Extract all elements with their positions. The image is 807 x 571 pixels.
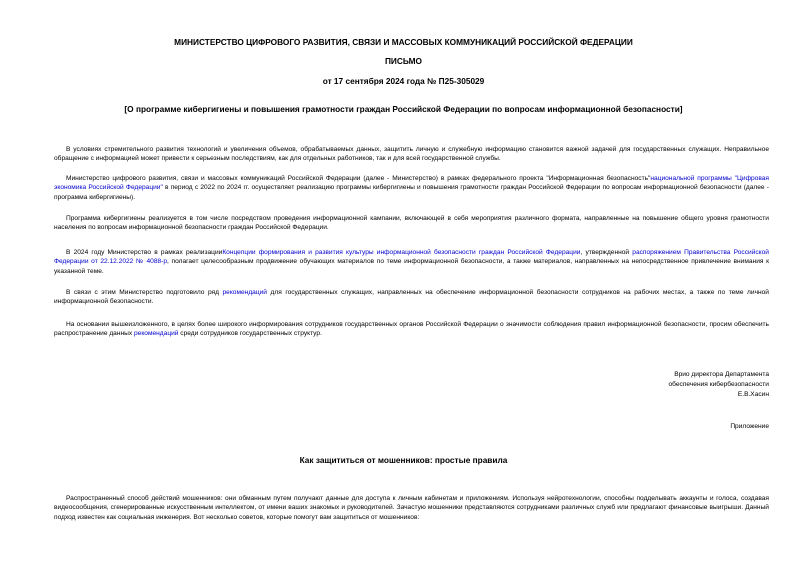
paragraph-3: Программа кибергигиены реализуется в том числе посредством проведения информационной кампании, включающей в себя мероприятия различного формата, направленные на повышение общего уровня грамотности населения по вопросам информационной безопасности граждан Российской Федерации. (54, 215, 769, 232)
paragraph-6-text-b: среди сотрудников государственных структур. (178, 330, 322, 338)
paragraph-6-text-a: На основании вышеизложенного, в целях более широкого информирования сотрудников государственных органов Российской Федерации о значимости соблюдения правил информационной безопасности, просим обеспечить распространение данных (54, 321, 769, 338)
link-national-program[interactable]: национальной программы "Цифровая экономика Российской Федерации" (54, 175, 769, 192)
paragraph-6 (54, 320, 769, 339)
document-type: ПИСЬМО (384, 56, 423, 66)
paragraph-4-text-a: В 2024 году Министерство в рамках реализации (66, 249, 223, 256)
document-date: от 17 сентября 2024 года № П25-305029 (322, 76, 485, 86)
paragraph-4-text-b: , утвержденной (580, 249, 633, 256)
paragraph-2-text-a: Министерство цифрового развития, связи и массовых коммуникаций Российской Федерации (далее - Министерство) в рамках федерального проекта "Информационная безопасность" (66, 175, 651, 182)
paragraph-4 (54, 248, 769, 276)
signature-title-2: обеспечения кибербезопасности (668, 381, 769, 389)
link-recommendations-2[interactable]: рекомендаций (134, 330, 179, 338)
paragraph-5-text-a: В связи с этим Министерство подготовило ряд (66, 289, 223, 296)
appendix-label: Приложение (730, 423, 769, 430)
ministry-name: МИНИСТЕРСТВО ЦИФРОВОГО РАЗВИТИЯ, СВЯЗИ И МАССОВЫХ КОММУНИКАЦИЙ РОССИЙСКОЙ ФЕДЕРАЦИИ (174, 37, 633, 47)
link-government-order[interactable]: распоряжением Правительства Российской Федерации от 22.12.2022 № 4088-р (54, 249, 769, 266)
document-title: [О программе кибергигиены и повышения грамотности граждан Российской Федерации по вопросам информационной безопасности] (124, 104, 683, 114)
appendix-title: Как защититься от мошенников: простые правила (299, 455, 508, 465)
paragraph-4-text-c: , полагает целесообразным продвижение обучающих материалов по теме информационной безопасности, а также материалов, направленных на непосредственное привлечение внимания к указанной теме. (54, 258, 769, 275)
link-recommendations-1[interactable]: рекомендаций (222, 289, 267, 296)
link-concept[interactable]: Концепции формирования и развития культуры информационной безопасности граждан Российской Федерации (222, 249, 581, 256)
signature-block (669, 370, 769, 401)
signature-title-1: Врио директора Департамента (674, 371, 769, 378)
signature-name: Е.В.Хасин (737, 391, 769, 399)
paragraph-2-text-b: в период с 2022 по 2024 гг. осуществляет реализацию программы кибергигиены и повышения грамотности граждан Российской Федерации по вопросам информационной безопасности (далее - программа кибергигиены). (54, 184, 769, 201)
paragraph-5-text-b: для государственных служащих, направленных на обеспечение информационной безопасности сотрудников на рабочих местах, а также по теме личной информационной безопасности. (54, 289, 769, 306)
paragraph-7: Распространенный способ действий мошенников: они обманным путем получают данные для доступа к личным кабинетам и приложениям. Используя нейротехнологии, способны подделывать аккаунты и голоса, создавая видеосообщения, сгенерированные искусственным интеллектом, от имени ваших знакомых и руководителей. Зачастую мошенники представляются сотрудниками различных служб или предлагают финансовые выигрыши. Данный подход известен как социальная инженерия. Вот несколько советов, которые помогут вам защититься от мошенников: (54, 495, 769, 521)
paragraph-5 (54, 288, 769, 307)
paragraph-2 (54, 174, 769, 202)
paragraph-1: В условиях стремительного развития технологий и увеличения объемов, обрабатываемых данных, защитить личную и служебную информацию становится важной задачей для государственных служащих. Неправильное обращение с информацией может привести к серьезным последствиям, как для отдельных работников, так и для всей государственной службы. (54, 146, 769, 163)
